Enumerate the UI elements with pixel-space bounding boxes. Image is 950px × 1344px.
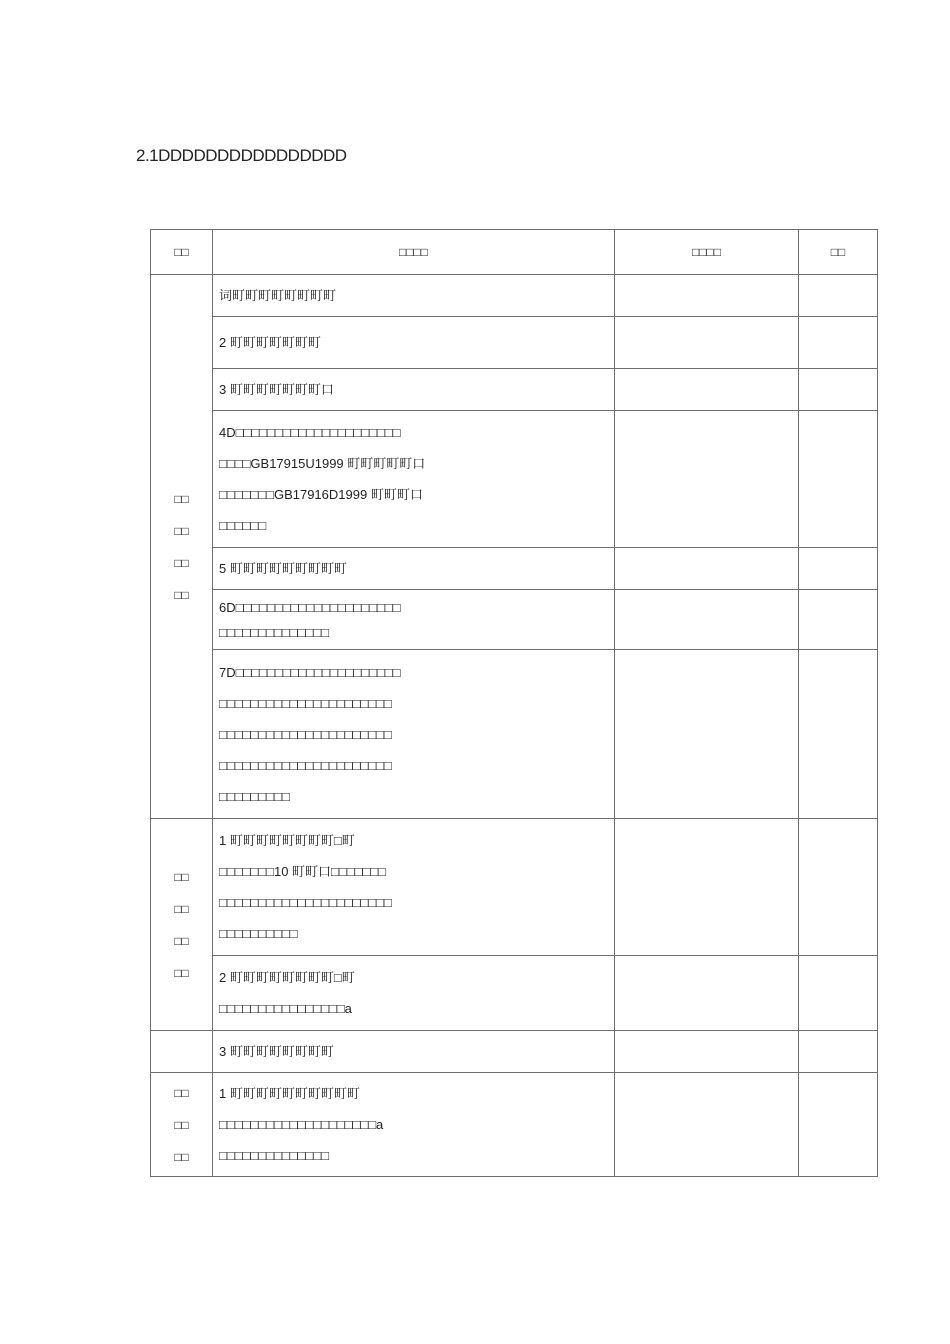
result-cell [615,317,799,369]
item-text: □□□□□□□□□□□□□□ [219,1148,329,1163]
table-row [151,819,878,956]
header-item: □□□□ [213,230,615,275]
header-result: □□□□ [615,230,799,275]
item-text: 6D□□□□□□□□□□□□□□□□□□□□□ [219,599,401,615]
group2-category-cell [151,819,213,1031]
remark-cell [799,650,878,819]
remark-cell [799,590,878,650]
remark-cell [799,317,878,369]
remark-cell [799,819,878,956]
item-text: □□□□GB17915U1999 町町町町町口 [219,456,426,471]
item-text: □□□□□□□10 町町口□□□□□□□ [219,864,387,879]
item-text: 3 町町町町町町町町 [219,1044,334,1059]
item-text: 3 町町町町町町町口 [219,382,334,397]
group1-category-cell [151,275,213,819]
result-cell [615,548,799,590]
item-cell [213,548,615,590]
result-cell [615,590,799,650]
table-row [151,650,878,819]
group2-label-line: □□ [174,869,189,884]
item-cell [213,317,615,369]
remark-cell [799,548,878,590]
result-cell [615,411,799,548]
result-cell [615,1073,799,1177]
header-category: □□ [151,230,213,275]
table-row [151,1073,878,1177]
item-text: □□□□□□□□□□□□□□ [219,624,329,640]
group3-label-line: □□ [174,1085,189,1100]
item-text: □□□□□□ [219,518,267,533]
item-text: 1 町町町町町町町町町町 [219,1086,360,1101]
item-cell [213,590,615,650]
item-text: □□□□□□□□□□□□□□□□□□□□□□ [219,757,392,773]
group2-label-line: □□ [174,933,189,948]
group1-label-line: □□ [174,523,189,538]
result-cell [615,275,799,317]
table-row [151,1031,878,1073]
header-remark: □□ [799,230,878,275]
item-text: □□□□□□□□□□□□□□□□□□□□a [219,1117,384,1132]
table-row [151,590,878,650]
item-text: 词町町町町町町町町 [219,288,337,303]
remark-cell [799,275,878,317]
item-text: □□□□□□□□□□□□□□□□□□□□□□ [219,726,392,742]
item-text: □□□□□□□□□□□□□□□□a [219,1001,352,1016]
item-text: □□□□□□□GB17916D1999 町町町口 [219,487,423,502]
result-cell [615,369,799,411]
item-text: 2 町町町町町町町町□町 [219,970,355,985]
group2-label-line: □□ [174,901,189,916]
result-cell [615,819,799,956]
table-row [151,275,878,317]
remark-cell [799,1031,878,1073]
result-cell [615,956,799,1031]
table-header-row [151,230,878,275]
empty-category-cell [151,1031,213,1073]
result-cell [615,1031,799,1073]
group1-label-line: □□ [174,555,189,570]
item-text: 2 町町町町町町町 [219,335,321,350]
remark-cell [799,369,878,411]
table-row [151,411,878,548]
section-heading: 2.1DDDDDDDDDDDDDDDD [136,146,347,165]
result-cell [615,650,799,819]
item-cell [213,819,615,956]
item-cell [213,369,615,411]
item-text: □□□□□□□□□□□□□□□□□□□□□□ [219,895,392,910]
item-text: □□□□□□□□□□□□□□□□□□□□□□ [219,695,392,711]
item-text: 5 町町町町町町町町町 [219,561,347,576]
remark-cell [799,411,878,548]
item-cell [213,956,615,1031]
item-cell [213,275,615,317]
remark-cell [799,1073,878,1177]
table-row [151,317,878,369]
group3-label-line: □□ [174,1117,189,1132]
group1-label-line: □□ [174,491,189,506]
item-text: 7D□□□□□□□□□□□□□□□□□□□□□ [219,664,401,680]
item-text: 4D□□□□□□□□□□□□□□□□□□□□□ [219,425,401,440]
table-row [151,956,878,1031]
remark-cell [799,956,878,1031]
table-row [151,548,878,590]
group1-label-line: □□ [174,587,189,602]
item-text: 1 町町町町町町町町□町 [219,833,355,848]
group3-label-line: □□ [174,1149,189,1164]
group3-category-cell [151,1073,213,1177]
item-cell [213,411,615,548]
item-text: □□□□□□□□□□ [219,926,298,941]
inspection-table [150,229,878,1177]
item-cell [213,1073,615,1177]
group2-label-line: □□ [174,965,189,980]
item-cell [213,650,615,819]
item-cell [213,1031,615,1073]
table-row [151,369,878,411]
item-text: □□□□□□□□□ [219,788,290,804]
